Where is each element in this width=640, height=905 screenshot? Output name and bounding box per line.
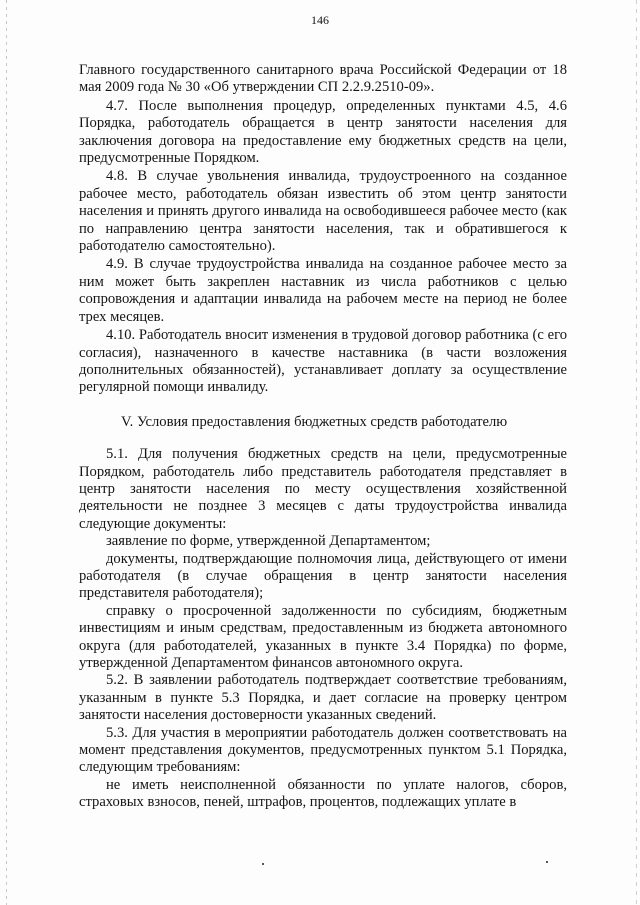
scan-edge-left [6,0,7,905]
scan-speck [546,861,548,863]
paragraph-4-7: 4.7. После выполнения процедур, определенных пунктами 4.5, 4.6 Порядка, работодатель обращается в центр занятости населения для заключения договора на предоставление ему бюджетных средств на цели, предусмотренные Порядком. [79,97,567,167]
paragraph-5-3: 5.3. Для участия в мероприятии работодатель должен соответствовать на момент представления документов, предусмотренных пунктом 5.1 Порядка, следующим требованиям: [79,724,567,776]
document-body [79,62,567,812]
section-title: V. Условия предоставления бюджетных средств работодателю [121,413,508,430]
paragraph-5-2: 5.2. В заявлении работодатель подтверждает соответствие требованиям, указанным в пункте 5.3 Порядка, и дает согласие на проверку центром занятости населения достоверности указанных сведений. [79,672,567,724]
page-number: 146 [311,13,329,27]
list-item-authority-documents: документы, подтверждающие полномочия лица, действующего от имени работодателя (в случае обращения в центр занятости населения представителя работодателя); [79,550,567,602]
paragraph-5-1: 5.1. Для получения бюджетных средств на цели, предусмотренные Порядком, работодатель либо представитель работодателя представляет в центр занятости населения по месту осуществления хозяйственной деятельности не позднее 3 месяцев с даты трудоустройства инвалида следующие документы: [79,446,567,532]
list-item-application: заявление по форме, утвержденной Департаментом; [106,533,431,550]
scan-speck [262,863,264,865]
paragraph-continuation: Главного государственного санитарного врача Российской Федерации от 18 мая 2009 года № 30 «Об утверждении СП 2.2.9.2510-09». [79,62,567,96]
list-item-debt-certificate: справку о просроченной задолженности по субсидиям, бюджетным инвестициям и иным средствам, предоставленным из бюджета автономного округа (для работодателей, указанных в пункте 3.4 Порядка) по форме, утвержденной Департаментом финансов автономного округа. [79,602,567,671]
paragraph-4-8: 4.8. В случае увольнения инвалида, трудоустроенного на созданное рабочее место, работодатель обязан известить об этом центр занятости населения и принять другого инвалида на освободившееся рабочее место (как по направлению центра занятости населения, так и обратившегося к работодателю самостоятельно). [79,168,567,255]
requirement-no-tax-debt: не иметь неисполненной обязанности по уплате налогов, сборов, страховых взносов, пеней, штрафов, процентов, подлежащих уплате в [79,776,567,811]
paragraph-4-9: 4.9. В случае трудоустройства инвалида на созданное рабочее место за ним может быть закреплен наставник из числа работников с целью сопровождения и адаптации инвалида на рабочем месте на период не более трех месяцев. [79,256,567,325]
paragraph-4-10: 4.10. Работодатель вносит изменения в трудовой договор работника (с его согласия), назначенного в качестве наставника (в части возложения дополнительных обязанностей), устанавливает доплату за осуществление регулярной помощи инвалиду. [79,327,567,396]
scan-edge-right [636,0,637,905]
